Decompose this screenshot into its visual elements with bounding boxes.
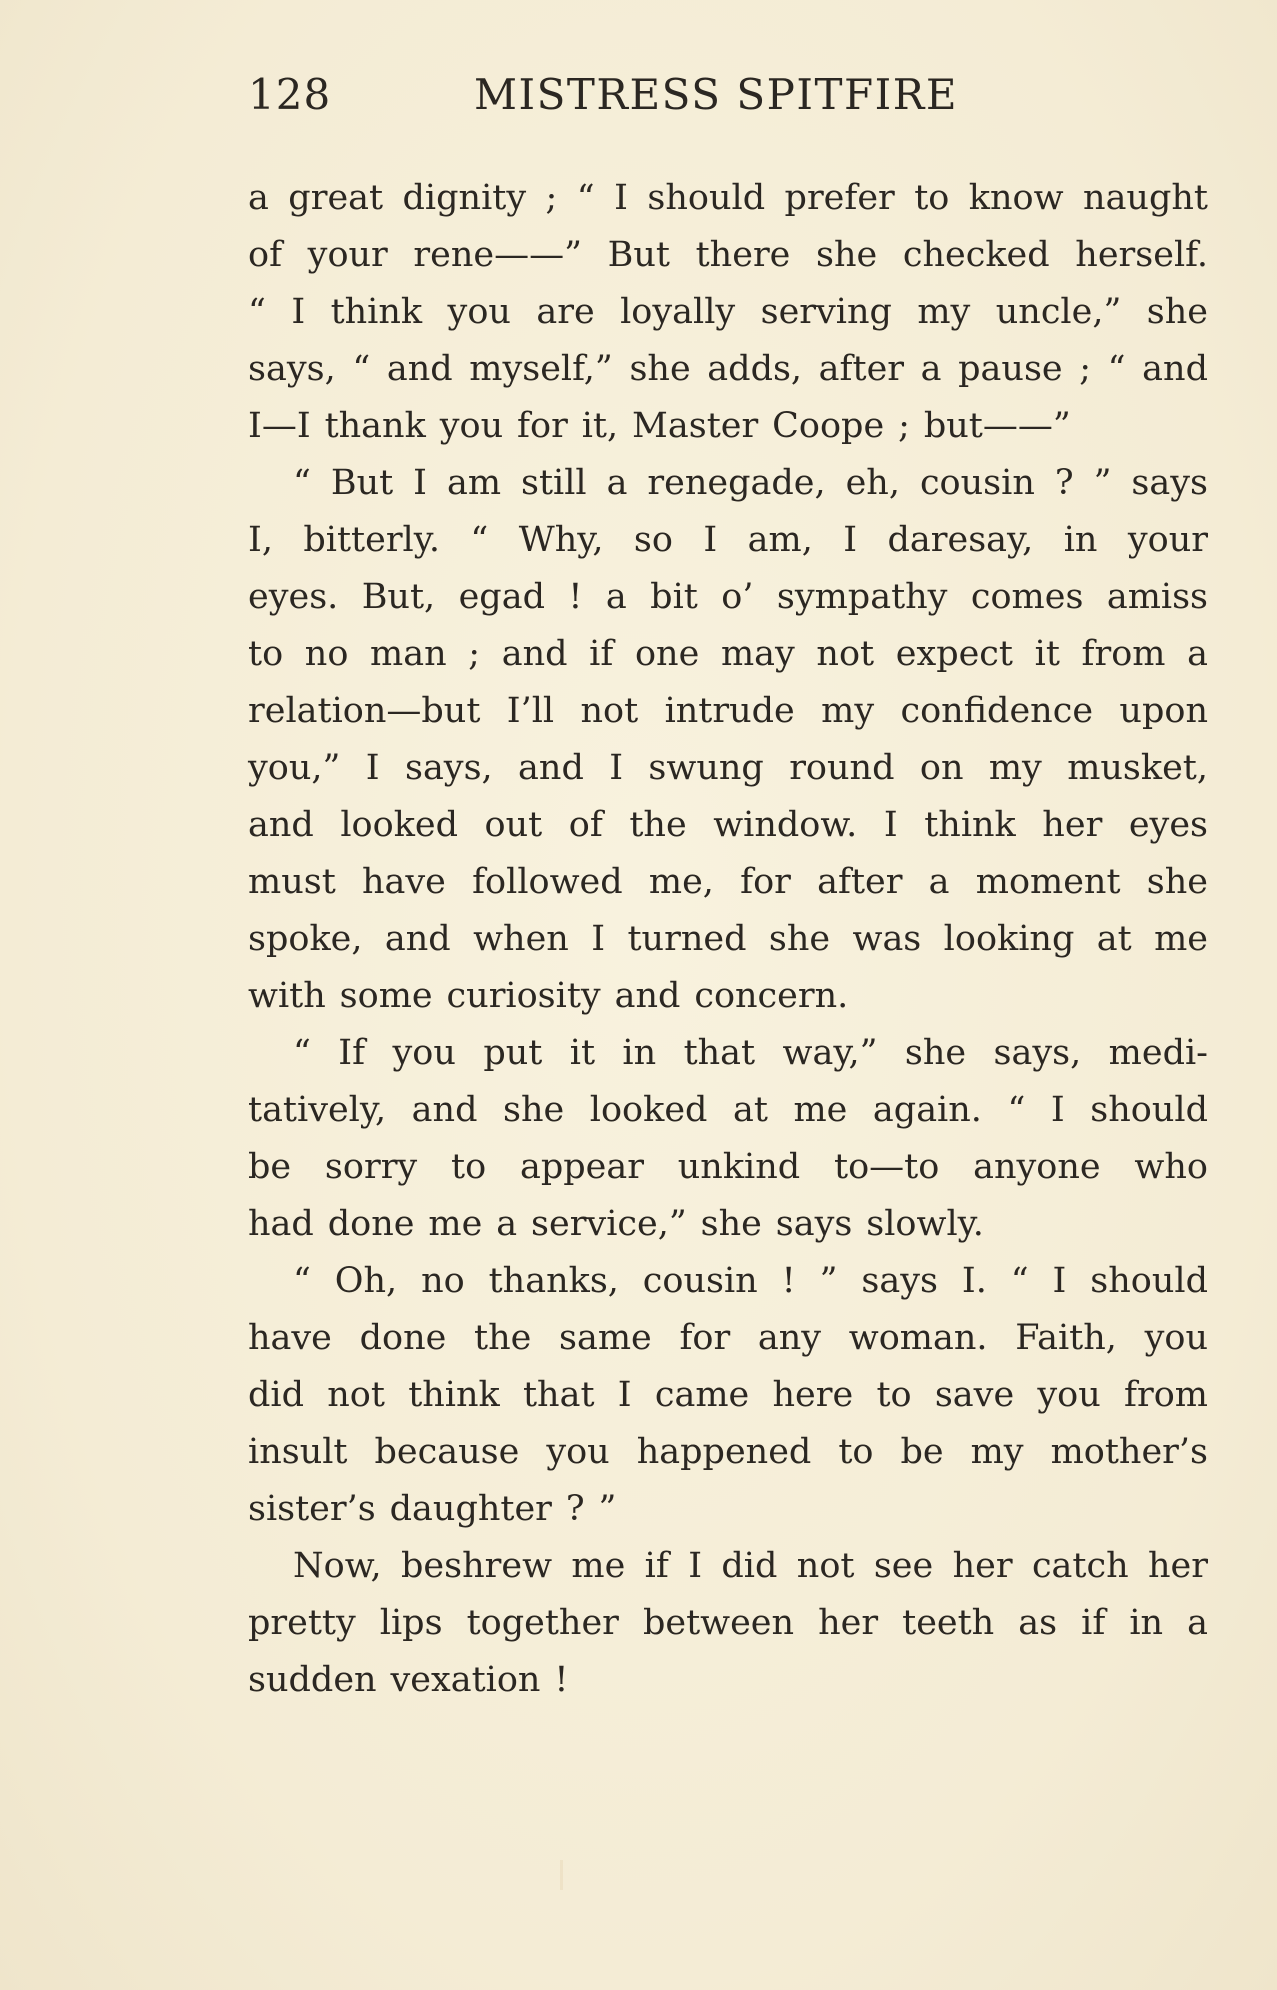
text-line: be sorry to appear unkind to—to anyone who <box>248 1147 1208 1187</box>
body-text <box>248 170 1208 1709</box>
text-line: must have followed me, for after a moment she <box>248 862 1208 902</box>
text-line: Now, beshrew me if I did not see her catch her <box>293 1546 1208 1586</box>
text-line: I—I thank you for it, Master Coope ; but——” <box>248 406 1071 446</box>
text-line: to no man ; and if one may not expect it from a <box>248 634 1208 674</box>
text-line: “ But I am still a renegade, eh, cousin ? ” says <box>293 463 1208 503</box>
text-line: had done me a service,” she says slowly. <box>248 1204 984 1244</box>
text-line: pretty lips together between her teeth as if in a <box>248 1603 1208 1643</box>
text-line: sudden vexation ! <box>248 1660 569 1700</box>
text-line: with some curiosity and concern. <box>248 976 849 1016</box>
text-line: of your rene——” But there she checked herself. <box>248 235 1208 275</box>
text-line: relation—but I’ll not intrude my confidence upon <box>248 691 1208 731</box>
text-line: insult because you happened to be my mother’s <box>248 1432 1208 1472</box>
running-title: MISTRESS SPITFIRE <box>474 70 958 119</box>
text-line: “ I think you are loyally serving my uncle,” she <box>248 292 1208 332</box>
text-line: says, “ and myself,” she adds, after a pause ; “ and <box>248 349 1208 389</box>
text-line: a great dignity ; “ I should prefer to know naught <box>248 178 1208 218</box>
paper-mark <box>560 1860 563 1890</box>
text-line: you,” I says, and I swung round on my musket, <box>248 748 1208 788</box>
page-header <box>248 70 978 130</box>
text-line: “ If you put it in that way,” she says, medi- <box>293 1033 1208 1073</box>
text-line: I, bitterly. “ Why, so I am, I daresay, in your <box>248 520 1208 560</box>
page-number: 128 <box>248 70 332 119</box>
text-line: and looked out of the window. I think her eyes <box>248 805 1208 845</box>
text-line: spoke, and when I turned she was looking at me <box>248 919 1208 959</box>
text-line: eyes. But, egad ! a bit o’ sympathy comes amiss <box>248 577 1208 617</box>
text-line: sister’s daughter ? ” <box>248 1489 617 1529</box>
text-line: tatively, and she looked at me again. “ I should <box>248 1090 1208 1130</box>
text-line: “ Oh, no thanks, cousin ! ” says I. “ I should <box>293 1261 1208 1301</box>
text-line: did not think that I came here to save you from <box>248 1375 1208 1415</box>
text-line: have done the same for any woman. Faith, you <box>248 1318 1208 1358</box>
